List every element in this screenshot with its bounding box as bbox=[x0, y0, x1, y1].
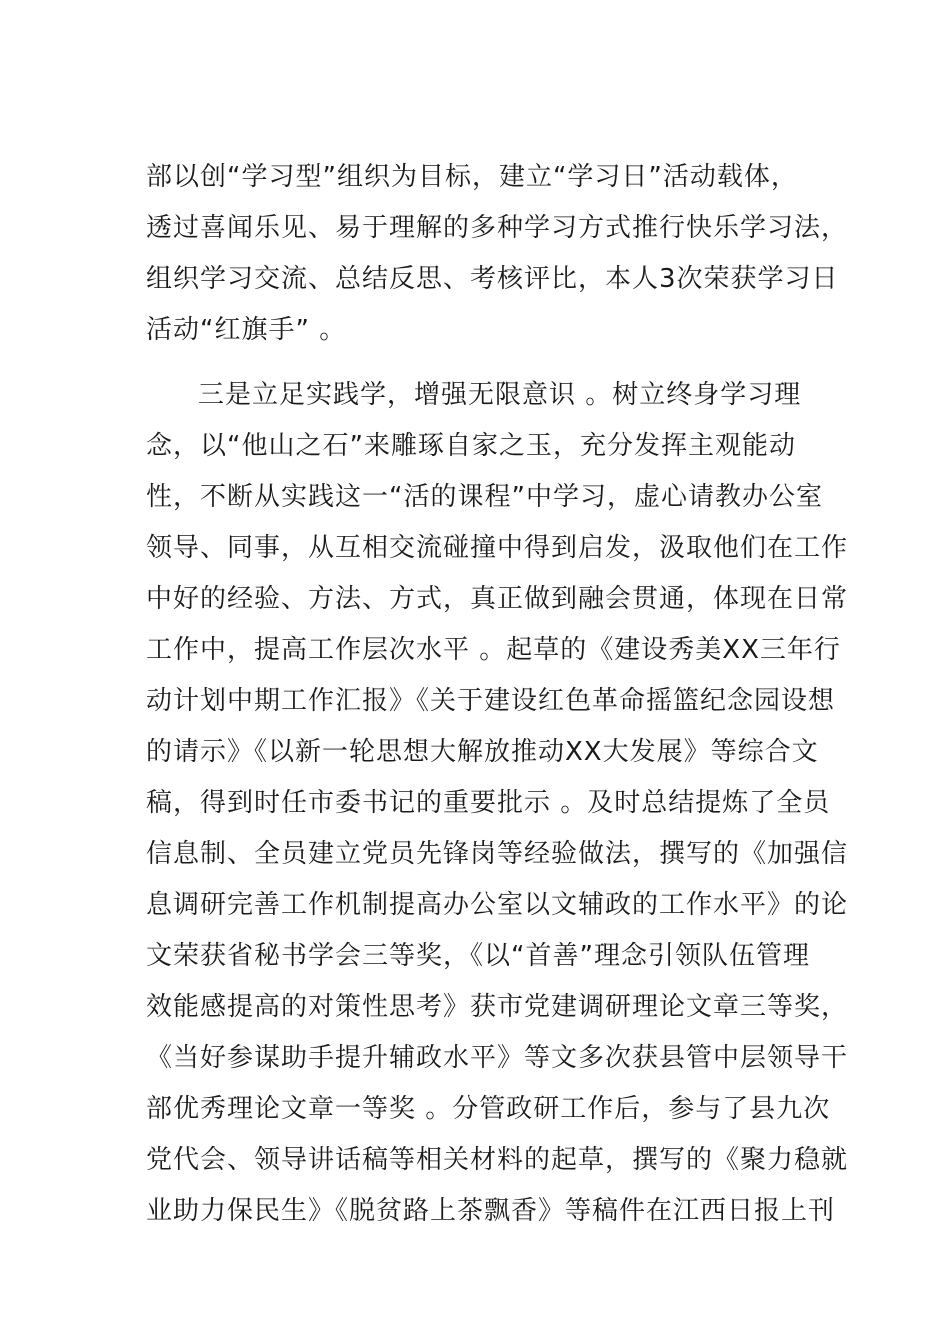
text-line: 稿，得到时任市委书记的重要批示 。及时总结提炼了全员 bbox=[146, 788, 831, 818]
text-line: 组织学习交流、总结反思、考核评比，本人3次荣获学习日 bbox=[146, 264, 839, 294]
text-line: 业助力保民生》《脱贫路上茶飘香》等稿件在江西日报上刊 bbox=[146, 1196, 836, 1226]
text-line: 文荣获省秘书学会三等奖，《以“首善”理念引领队伍管理 bbox=[146, 941, 810, 971]
text-line: 《当好参谋助手提升辅政水平》等文多次获县管中层领导干 bbox=[146, 1043, 849, 1073]
text-line: 动计划中期工作汇报》《关于建设红色革命摇篮纪念园设想 bbox=[146, 686, 836, 716]
text-line: 信息制、全员建立党员先锋岗等经验做法，撰写的《加强信 bbox=[146, 839, 849, 869]
text-line: 活动“红旗手” 。 bbox=[146, 315, 347, 345]
text-line: 的请示》《以新一轮思想大解放推动XX大发展》等综合文 bbox=[146, 737, 819, 767]
text-line: 党代会、领导讲话稿等相关材料的起草，撰写的《聚力稳就 bbox=[146, 1145, 849, 1175]
text-line-first: 三是立足实践学，增强无限意识 。树立终身学习理 bbox=[198, 380, 802, 410]
text-line: 部以创“学习型”组织为目标，建立“学习日”活动载体， bbox=[146, 162, 798, 192]
text-line: 念，以“他山之石”来雕琢自家之玉，充分发挥主观能动 bbox=[146, 431, 796, 461]
text-line: 性，不断从实践这一“活的课程”中学习，虚心请教办公室 bbox=[146, 482, 823, 512]
text-line: 透过喜闻乐见、易于理解的多种学习方式推行快乐学习法， bbox=[146, 213, 849, 243]
text-line: 部优秀理论文章一等奖 。分管政研工作后，参与了县九次 bbox=[146, 1094, 831, 1124]
text-line: 领导、同事，从互相交流碰撞中得到启发，汲取他们在工作 bbox=[146, 533, 849, 563]
text-line: 效能感提高的对策性思考》获市党建调研理论文章三等奖， bbox=[146, 992, 849, 1022]
text-line: 工作中，提高工作层次水平 。起草的《建设秀美XX三年行 bbox=[146, 635, 841, 665]
text-line: 息调研完善工作机制提高办公室以文辅政的工作水平》的论 bbox=[146, 890, 849, 920]
text-line: 中好的经验、方法、方式，真正做到融会贯通，体现在日常 bbox=[146, 584, 849, 614]
paragraph-practice-learning bbox=[146, 370, 849, 1237]
paragraph-study-day bbox=[146, 152, 849, 356]
